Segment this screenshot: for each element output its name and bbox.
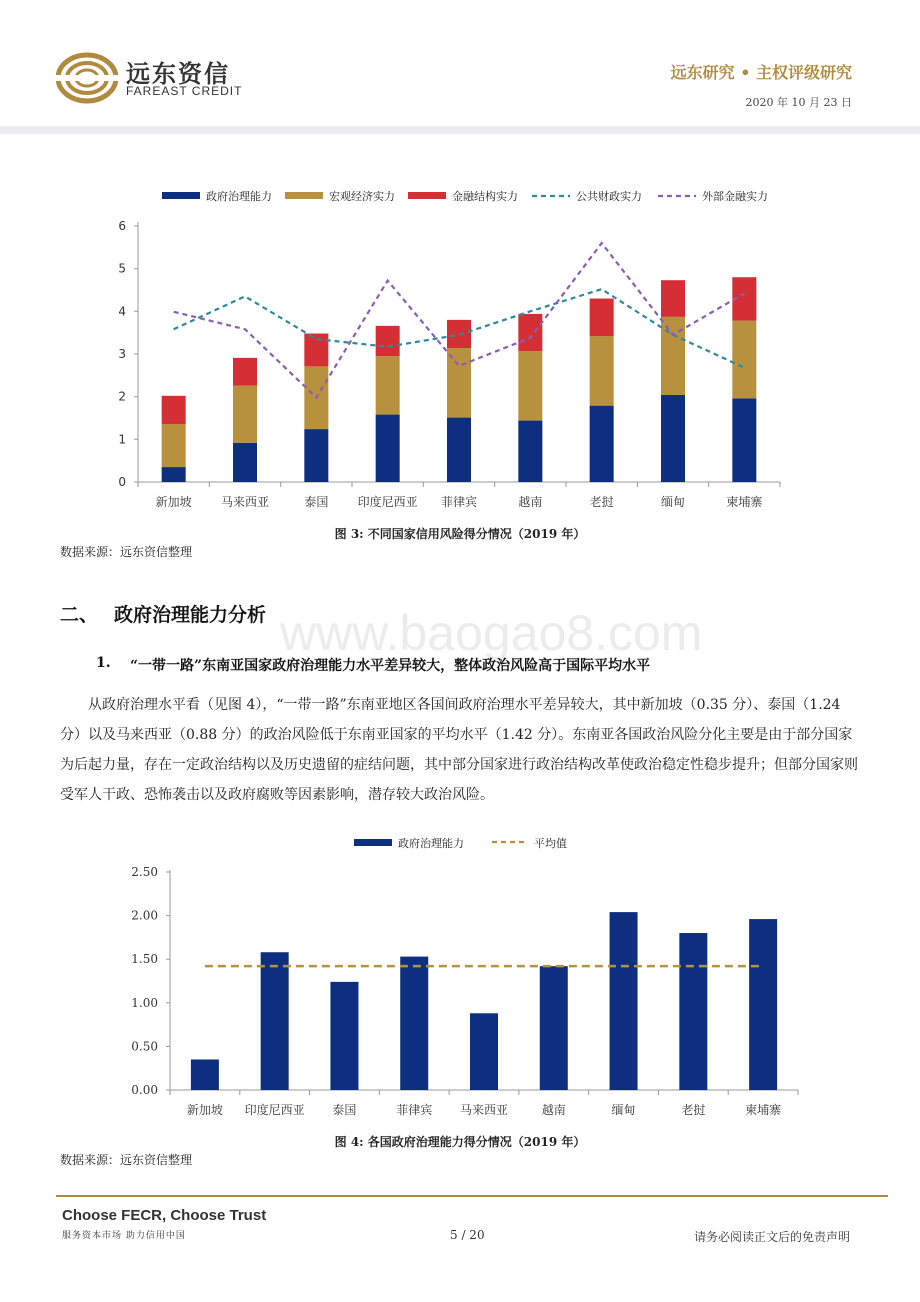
- logo-text-cn: 远东资信: [126, 60, 230, 88]
- header-band: [0, 126, 920, 134]
- y-tick-label: 1.00: [131, 995, 158, 1010]
- x-tick-label: 缅甸: [660, 495, 686, 509]
- bar-4: [470, 1013, 498, 1090]
- bar-1-0: [162, 424, 186, 467]
- x-tick-label: 马来西亚: [459, 1103, 509, 1117]
- legend-swatch-2: [408, 192, 446, 199]
- footer-slogan-cn: 服务资本市场 助力信用中国: [62, 1231, 186, 1241]
- y-tick-label: 6: [118, 219, 126, 233]
- subsection-number: 1.: [96, 655, 111, 671]
- legend-label-avg: 平均值: [534, 837, 567, 850]
- bar-0-3: [376, 415, 400, 482]
- bar-2-3: [376, 326, 400, 356]
- bar-0-8: [732, 398, 756, 482]
- x-tick-label: 菲律宾: [396, 1103, 433, 1117]
- bar-0-0: [162, 467, 186, 482]
- y-tick-label: 4: [118, 304, 126, 319]
- bar-1-4: [447, 348, 471, 418]
- x-tick-label: 越南: [541, 1103, 566, 1117]
- x-tick-label: 菲律宾: [440, 495, 478, 509]
- legend-label-3: 公共财政实力: [576, 190, 642, 203]
- x-tick-label: 越南: [518, 495, 543, 509]
- page-number: 5 / 20: [450, 1228, 485, 1242]
- bar-1-1: [233, 386, 257, 443]
- legend-label-bar: 政府治理能力: [398, 837, 464, 850]
- company-logo: [56, 52, 256, 104]
- bar-6: [610, 912, 638, 1090]
- footer-rule: [56, 1195, 888, 1197]
- logo-mark-icon: [56, 52, 118, 104]
- footer-slogan-en: Choose FECR, Choose Trust: [62, 1207, 267, 1224]
- body-paragraph: 从政府治理水平看（见图 4），“一带一路”东南亚地区各国间政府治理水平差异较大，其中新加坡（0.35 分）、泰国（1.24 分）以及马来西亚（0.88 分）的政治风险低于东南亚国家的平均水平（1.42 分）。东南亚各国政治风险分化主要是由于部分国家为后起力量，存在一定政治结构以及历史遗留的症结问题，其中部分国家进行政治结构改革使政治稳定性稳步提升；但部分国家则受军人干政、恐怖袭击以及政府腐败等因素影响，潜存较大政治风险。: [60, 697, 858, 803]
- x-tick-label: 泰国: [304, 495, 329, 509]
- bar-1: [261, 952, 289, 1090]
- bar-8: [749, 919, 777, 1090]
- bar-2-2: [304, 334, 328, 367]
- x-tick-label: 老挝: [589, 495, 614, 509]
- bar-7: [679, 933, 707, 1090]
- figure3-caption: 图 3: 不同国家信用风险得分情况（2019 年）: [334, 527, 586, 541]
- bar-1-3: [376, 356, 400, 414]
- figure4-source: 数据来源：远东资信整理: [60, 1153, 193, 1167]
- bar-0-7: [661, 395, 685, 482]
- x-tick-label: 印度尼西亚: [357, 495, 418, 509]
- x-tick-label: 柬埔寨: [745, 1103, 782, 1117]
- footer-disclaimer: 请务必阅读正文后的免责声明: [693, 1230, 850, 1244]
- x-tick-label: 泰国: [332, 1103, 357, 1117]
- y-tick-label: 0.50: [131, 1039, 158, 1054]
- legend-label-4: 外部金融实力: [702, 190, 768, 203]
- y-tick-label: 5: [118, 261, 126, 276]
- bar-1-7: [661, 317, 685, 395]
- bar-5: [540, 966, 568, 1090]
- bar-1-8: [732, 321, 756, 399]
- bar-2-4: [447, 320, 471, 348]
- legend-label-0: 政府治理能力: [206, 190, 272, 203]
- bar-0-4: [447, 418, 471, 482]
- legend-label-2: 金融结构实力: [452, 190, 518, 203]
- x-tick-label: 老挝: [681, 1103, 706, 1117]
- figure4-caption: 图 4: 各国政府治理能力得分情况（2019 年）: [334, 1135, 586, 1149]
- y-tick-label: 2: [118, 389, 126, 404]
- figure4-bar-chart: [110, 828, 810, 1128]
- x-tick-label: 缅甸: [611, 1103, 636, 1117]
- x-tick-label: 柬埔寨: [726, 495, 763, 509]
- x-tick-label: 新加坡: [155, 495, 192, 509]
- bar-1-6: [590, 336, 614, 406]
- x-tick-label: 印度尼西亚: [244, 1103, 305, 1117]
- section-heading-number: 二、: [60, 604, 99, 626]
- logo-text-en: FAREAST CREDIT: [126, 84, 243, 98]
- section-heading-title: 政府治理能力分析: [114, 604, 267, 626]
- bar-0-6: [590, 406, 614, 482]
- figure3-stacked-chart: [100, 180, 800, 520]
- legend-swatch-0: [162, 192, 200, 199]
- bar-0-1: [233, 443, 257, 482]
- report-date: 2020 年 10 月 23 日: [745, 96, 852, 109]
- bar-1-5: [518, 351, 542, 421]
- bar-2-0: [162, 396, 186, 424]
- watermark: www.baogao8.com: [280, 605, 703, 661]
- bar-2-1: [233, 358, 257, 386]
- bar-2: [330, 982, 358, 1090]
- bar-2-7: [661, 280, 685, 317]
- x-tick-label: 马来西亚: [220, 495, 270, 509]
- bar-2-5: [518, 314, 542, 351]
- series-title: 远东研究 • 主权评级研究: [670, 63, 852, 82]
- y-tick-label: 3: [118, 347, 126, 361]
- bar-3: [400, 957, 428, 1090]
- y-tick-label: 0.00: [131, 1083, 158, 1097]
- y-tick-label: 1: [118, 432, 126, 447]
- y-tick-label: 2.50: [131, 865, 158, 879]
- bar-2-6: [590, 299, 614, 337]
- bar-0: [191, 1059, 219, 1090]
- legend-swatch-bar: [354, 839, 392, 846]
- y-tick-label: 0: [118, 475, 126, 489]
- x-tick-label: 新加坡: [186, 1103, 223, 1117]
- bar-0-2: [304, 429, 328, 482]
- figure3-source: 数据来源：远东资信整理: [60, 545, 193, 559]
- legend-swatch-1: [285, 192, 323, 199]
- y-tick-label: 2.00: [131, 908, 158, 923]
- subsection-title: “一带一路”东南亚国家政府治理能力水平差异较大，整体政治风险高于国际平均水平: [130, 658, 651, 674]
- bar-0-5: [518, 421, 542, 482]
- legend-label-1: 宏观经济实力: [329, 190, 395, 203]
- y-tick-label: 1.50: [131, 952, 158, 967]
